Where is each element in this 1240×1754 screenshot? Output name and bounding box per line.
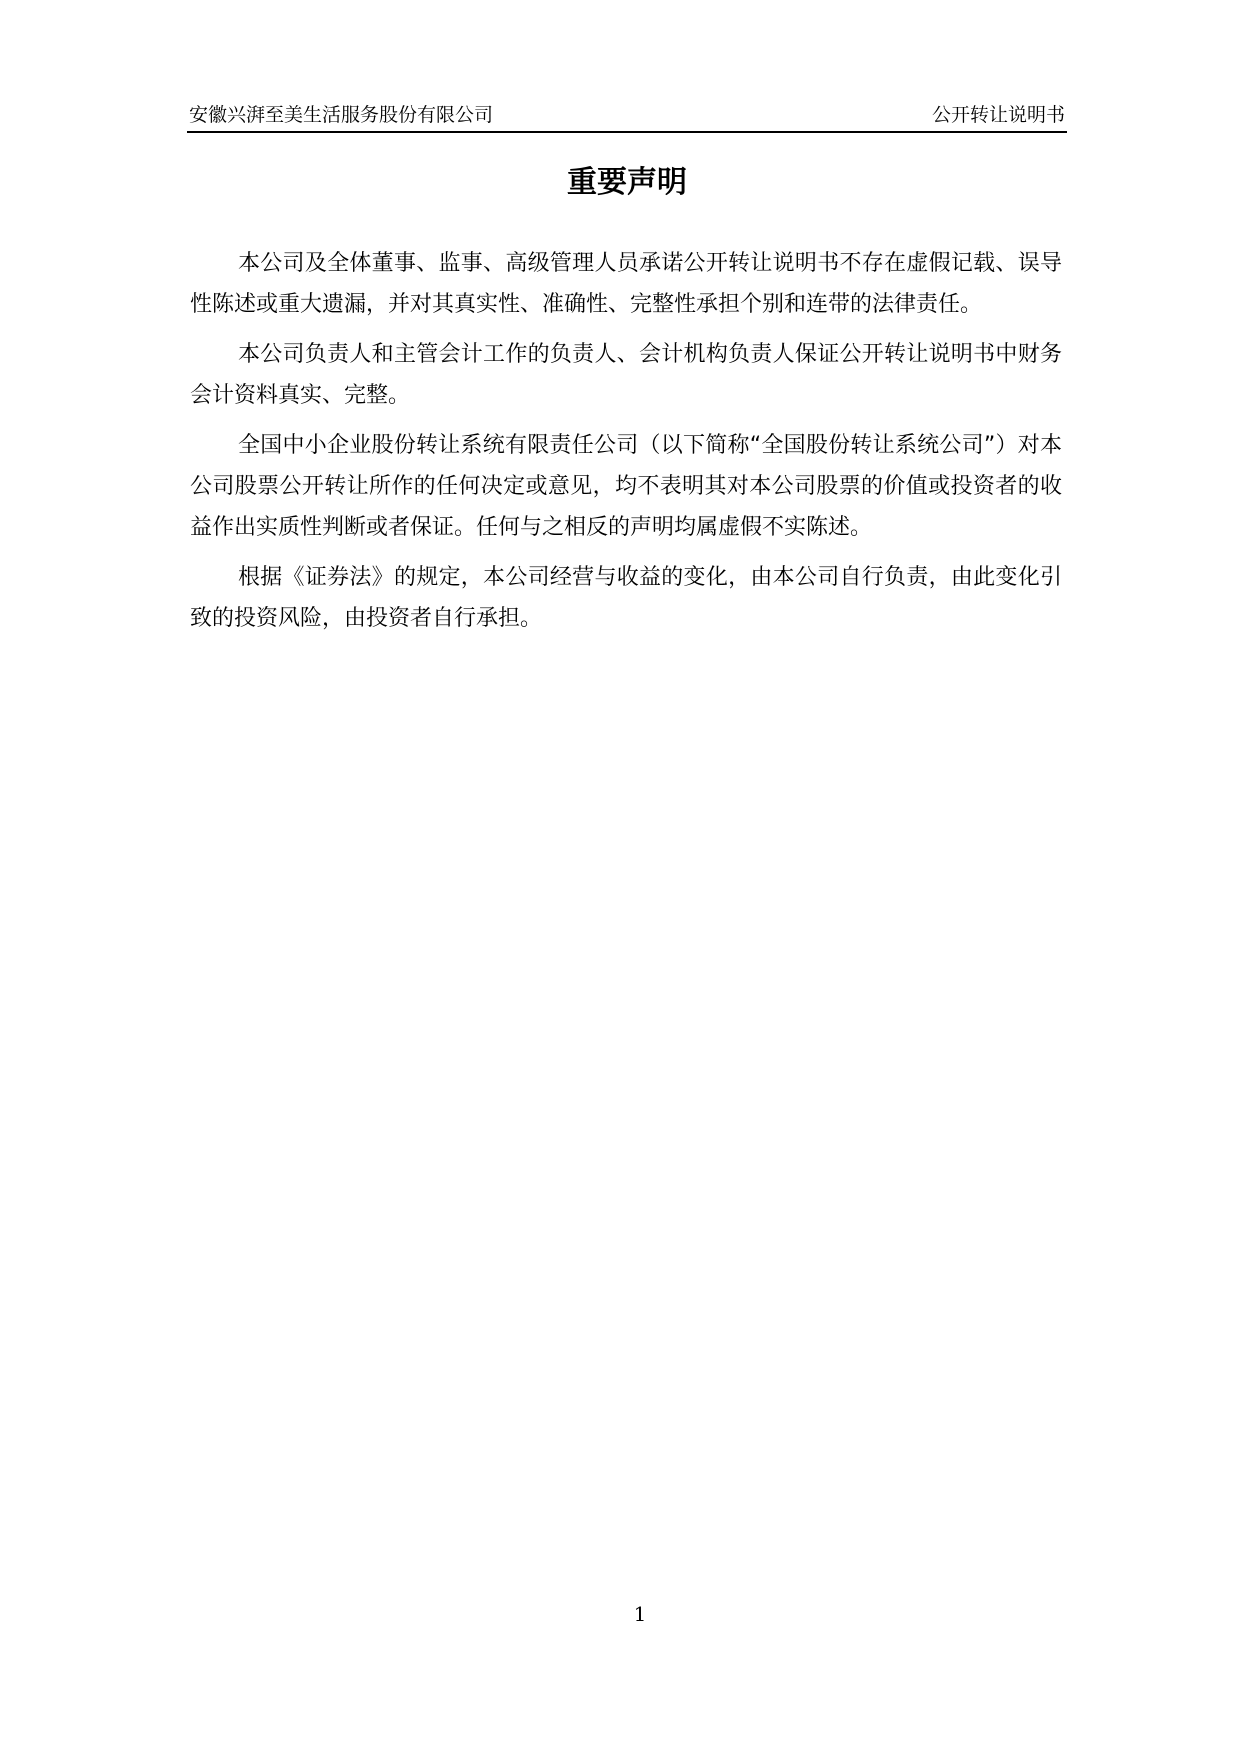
page-number: 1 — [633, 1602, 647, 1626]
paragraph-responsibility: 本公司及全体董事、监事、高级管理人员承诺公开转让说明书不存在虚假记载、误导性陈述或重大遗漏，并对其真实性、准确性、完整性承担个别和连带的法律责任。 — [190, 251, 1062, 317]
header-document-type: 公开转让说明书 — [931, 104, 1065, 126]
page-title: 重要声明 — [567, 165, 687, 200]
header-divider — [187, 131, 1067, 133]
declaration-body — [190, 243, 1062, 648]
paragraph-investment-risk: 根据《证券法》的规定，本公司经营与收益的变化，由本公司自行负责，由此变化引致的投资风险，由投资者自行承担。 — [190, 565, 1062, 631]
header-company-name: 安徽兴湃至美生活服务股份有限公司 — [189, 104, 494, 126]
paragraph-regulator-disclaimer: 全国中小企业股份转让系统有限责任公司（以下简称“全国股份转让系统公司”）对本公司股票公开转让所作的任何决定或意见，均不表明其对本公司股票的价值或投资者的收益作出实质性判断或者保证。任何与之相反的声明均属虚假不实陈述。 — [190, 433, 1062, 540]
page-header — [187, 103, 1067, 133]
paragraph-financial-accuracy: 本公司负责人和主管会计工作的负责人、会计机构负责人保证公开转让说明书中财务会计资料真实、完整。 — [190, 342, 1062, 408]
